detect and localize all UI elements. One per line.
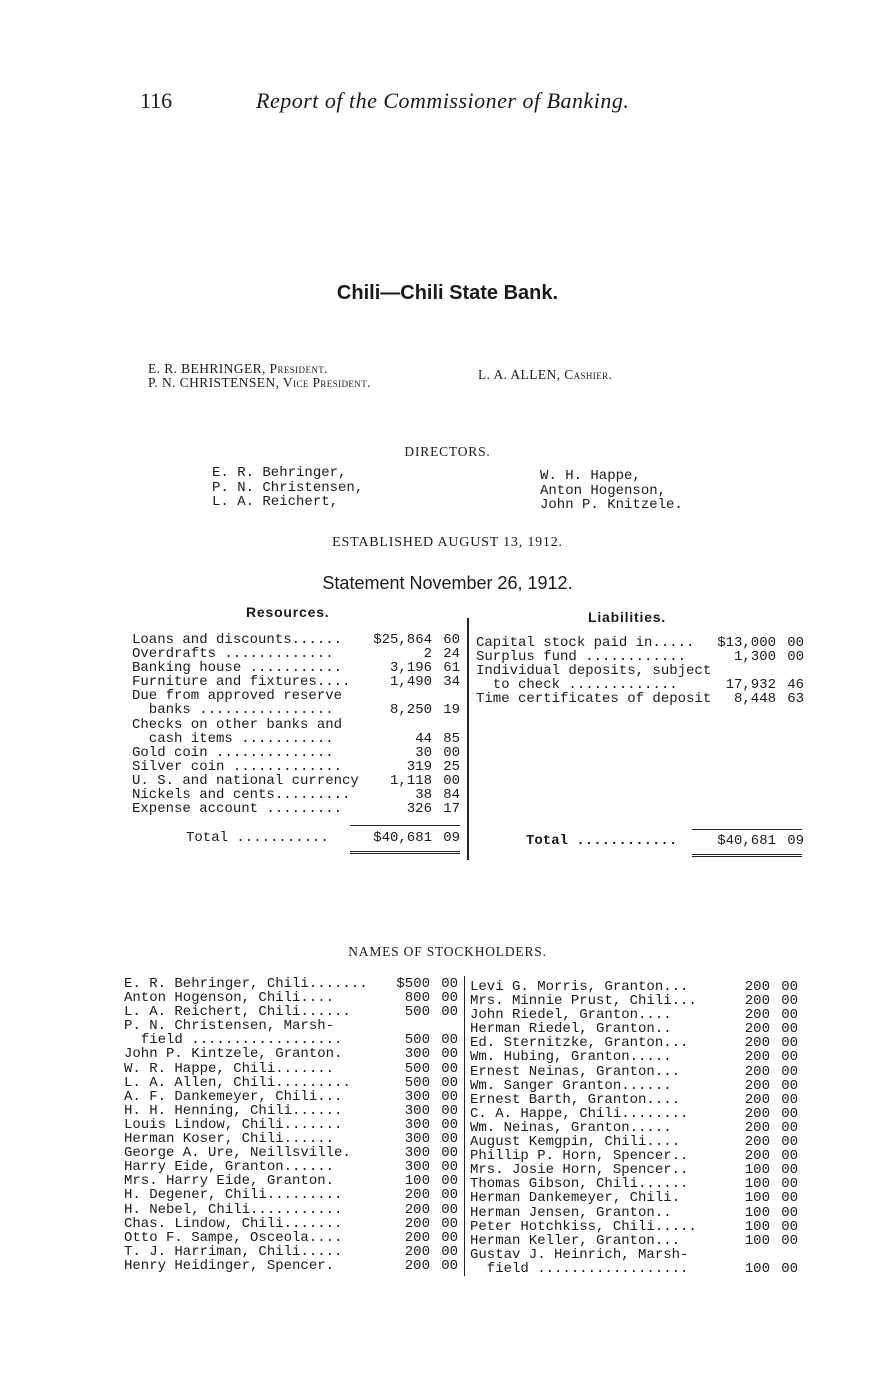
- stockholder-dollars: 100: [744, 1190, 770, 1207]
- stockholder-dollars: 200: [744, 1134, 770, 1151]
- stockholder-row: [470, 1248, 800, 1262]
- stockholder-row: [470, 1093, 800, 1107]
- total-dollars: $40,681: [373, 830, 432, 846]
- stockholder-name: W. R. Happe, Chili.......: [124, 1060, 335, 1077]
- stockholder-dollars: 100: [744, 1162, 770, 1179]
- stockholder-row: [470, 1163, 800, 1177]
- stockholder-dollars: 200: [744, 1007, 770, 1024]
- stockholder-row: [124, 1217, 460, 1231]
- stockholder-row: [124, 1245, 460, 1259]
- stockholder-cents: 00: [441, 1088, 458, 1105]
- ledger-row: [476, 664, 806, 678]
- ledger-label: Due from approved reserve: [132, 688, 343, 705]
- stockholder-cents: 00: [781, 1035, 798, 1052]
- stockholder-cents: 00: [781, 1190, 798, 1207]
- stockholder-cents: 00: [781, 1049, 798, 1066]
- stockholder-cents: 00: [441, 1131, 458, 1148]
- ledger-row: [132, 675, 462, 689]
- directors-right: [540, 469, 683, 513]
- stockholder-dollars: 100: [744, 1176, 770, 1193]
- total-cents: 09: [787, 833, 804, 849]
- ledger-label: U. S. and national currency: [132, 772, 359, 789]
- stockholder-cents: 00: [781, 1162, 798, 1179]
- stockholder-row: [124, 1132, 460, 1146]
- stockholder-dollars: 200: [404, 1243, 430, 1260]
- officer-president: E. R. BEHRINGER, President.: [148, 361, 328, 376]
- ledger-cents: 85: [443, 730, 460, 747]
- stockholder-row: [470, 1191, 800, 1205]
- stockholder-name: C. A. Happe, Chili........: [470, 1105, 689, 1122]
- officer-vice-president: P. N. CHRISTENSEN, Vice President.: [148, 375, 371, 390]
- stockholder-name: L. A. Reichert, Chili......: [124, 1004, 351, 1021]
- ledger-row: [476, 636, 806, 650]
- stockholder-cents: 00: [441, 1201, 458, 1218]
- ledger-dollars: 8,250: [389, 702, 432, 719]
- stockholder-dollars: 100: [744, 1204, 770, 1221]
- stockholder-dollars: 200: [744, 1119, 770, 1136]
- ledger-dollars: $25,864: [373, 632, 432, 648]
- stockholder-cents: 00: [781, 1148, 798, 1165]
- stockholder-dollars: 200: [744, 1105, 770, 1122]
- stockholder-name: Harry Eide, Granton......: [124, 1159, 335, 1176]
- stockholder-row: [124, 977, 460, 991]
- stockholder-row: [470, 980, 800, 994]
- ledger-dollars: 30: [415, 744, 432, 761]
- director: Anton Hogenson,: [540, 482, 667, 499]
- liabilities-table: [476, 636, 806, 706]
- stockholder-row: [124, 1090, 460, 1104]
- stockholder-dollars: 200: [744, 993, 770, 1010]
- stockholder-name: Herman Keller, Granton...: [470, 1232, 681, 1249]
- stockholder-dollars: 200: [744, 1063, 770, 1080]
- stockholder-cents: 00: [441, 1243, 458, 1260]
- stockholder-cents: 00: [781, 1260, 798, 1277]
- resources-heading: Resources.: [246, 604, 330, 620]
- stockholder-row: [124, 1076, 460, 1090]
- stockholder-cents: 00: [441, 1102, 458, 1119]
- stockholder-row: [124, 1033, 460, 1047]
- ledger-cents: 00: [787, 649, 804, 666]
- total-label: Total ...........: [186, 830, 329, 846]
- ledger-dollars: 3,196: [389, 660, 432, 677]
- stockholder-row: [470, 1050, 800, 1064]
- ledger-cents: 63: [787, 691, 804, 708]
- stockholder-row: [124, 1104, 460, 1118]
- stockholder-name: H. Degener, Chili.........: [124, 1187, 343, 1204]
- ledger-label: Silver coin .............: [132, 758, 343, 775]
- ledger-dollars: 38: [415, 787, 432, 804]
- ledger-cents: 46: [787, 677, 804, 694]
- ledger-row: [132, 661, 462, 675]
- stockholder-name: Peter Hotchkiss, Chili.....: [470, 1218, 697, 1235]
- stockholder-row: [470, 1107, 800, 1121]
- stockholder-name: Wm. Sanger Granton......: [470, 1077, 672, 1094]
- ledger-dollars: 44: [415, 730, 432, 747]
- ledger-cents: 19: [443, 702, 460, 719]
- bank-title: Chili—Chili State Bank.: [336, 282, 559, 304]
- directors-left: [212, 466, 363, 510]
- stockholder-name: Herman Riedel, Granton..: [470, 1021, 672, 1038]
- stockholder-dollars: 200: [744, 979, 770, 995]
- total-double-rule: [350, 851, 460, 854]
- stockholder-row: [470, 1177, 800, 1191]
- ledger-dollars: 326: [406, 801, 432, 818]
- ledger-label: Checks on other banks and: [132, 716, 343, 733]
- stockholder-cents: 00: [441, 1074, 458, 1091]
- stockholder-row: [124, 1259, 460, 1273]
- stockholder-dollars: 200: [744, 1077, 770, 1094]
- stockholder-name: Herman Jensen, Granton..: [470, 1204, 672, 1221]
- stockholder-name: Wm. Hubing, Granton.....: [470, 1049, 672, 1066]
- stockholder-dollars: 300: [404, 1131, 430, 1148]
- stockholder-cents: 00: [441, 1159, 458, 1176]
- stockholder-dollars: 300: [404, 1088, 430, 1105]
- ledger-label: cash items ...........: [132, 730, 334, 747]
- ledger-label: to check .............: [476, 677, 678, 694]
- stockholder-row: [470, 1022, 800, 1036]
- stockholder-name: Chas. Lindow, Chili.......: [124, 1215, 343, 1232]
- stockholder-name: L. A. Allen, Chili.........: [124, 1074, 351, 1091]
- stockholder-dollars: 300: [404, 1046, 430, 1063]
- stockholder-dollars: 200: [404, 1187, 430, 1204]
- stockholder-dollars: 200: [404, 1229, 430, 1246]
- liabilities-total-row: [526, 834, 806, 848]
- director: John P. Knitzele.: [540, 497, 683, 513]
- stockholder-row: [470, 1079, 800, 1093]
- officers-left: [148, 362, 371, 390]
- ledger-row: [476, 650, 806, 664]
- stockholders-heading: NAMES OF STOCKHOLDERS.: [348, 944, 547, 959]
- ledger-label: Time certificates of deposit: [476, 691, 712, 708]
- stockholder-name: Ed. Sternitzke, Granton...: [470, 1035, 689, 1052]
- stockholder-row: [470, 1220, 800, 1234]
- ledger-dollars: 8,448: [733, 691, 776, 708]
- ledger-cents: 00: [787, 635, 804, 651]
- ledger-dollars: 1,118: [389, 772, 432, 789]
- stockholder-dollars: 100: [744, 1260, 770, 1277]
- ledger-cents: 17: [443, 801, 460, 818]
- ledger-cents: 61: [443, 660, 460, 677]
- stockholder-dollars: 100: [744, 1232, 770, 1249]
- ledger-cents: 34: [443, 674, 460, 691]
- stockholder-dollars: 200: [404, 1257, 430, 1274]
- stockholder-dollars: 200: [744, 1049, 770, 1066]
- resources-table: [132, 633, 462, 816]
- director: P. N. Christensen,: [212, 479, 364, 496]
- stockholder-row: [470, 1008, 800, 1022]
- stockholder-dollars: 200: [744, 1148, 770, 1165]
- stockholder-row: [124, 1231, 460, 1245]
- stockholder-name: Gustav J. Heinrich, Marsh-: [470, 1246, 689, 1263]
- stockholder-cents: 00: [781, 1218, 798, 1235]
- stockholder-cents: 00: [441, 1173, 458, 1190]
- page-number: 116: [140, 88, 173, 113]
- stockholder-row: [124, 1047, 460, 1061]
- stockholder-row: [124, 1005, 460, 1019]
- stockholder-dollars: 500: [404, 1074, 430, 1091]
- stockholder-cents: 00: [441, 1187, 458, 1204]
- stockholder-name: John Riedel, Granton....: [470, 1007, 672, 1024]
- stockholders-left: [124, 977, 460, 1273]
- stockholder-name: Wm. Neinas, Granton.....: [470, 1119, 672, 1136]
- total-rule: [692, 829, 802, 830]
- ledger-row: [476, 692, 806, 706]
- stockholder-row: [470, 1149, 800, 1163]
- total-cents: 09: [443, 830, 460, 846]
- ledger-row: [132, 647, 462, 661]
- stockholder-name: George A. Ure, Neillsville.: [124, 1145, 351, 1162]
- ledger-dollars: 2: [423, 646, 432, 663]
- stockholder-row: [124, 1019, 460, 1033]
- directors-heading: DIRECTORS.: [404, 444, 491, 459]
- stockholder-row: [470, 1206, 800, 1220]
- stockholder-row: [124, 991, 460, 1005]
- stockholder-cents: 00: [781, 1176, 798, 1193]
- ledger-dollars: 17,932: [725, 677, 776, 694]
- stockholder-dollars: 100: [744, 1218, 770, 1235]
- ledger-label: Overdrafts .............: [132, 646, 334, 663]
- stockholder-cents: 00: [781, 979, 798, 995]
- ledger-cents: 00: [443, 744, 460, 761]
- director: L. A. Reichert,: [212, 494, 339, 510]
- stockholder-dollars: 500: [404, 1032, 430, 1049]
- stockholder-dollars: 300: [404, 1145, 430, 1162]
- stockholder-name: Herman Dankemeyer, Chili.: [470, 1190, 681, 1207]
- stockholder-dollars: $500: [396, 976, 430, 992]
- stockholder-cents: 00: [781, 1077, 798, 1094]
- statement-title: Statement November 26, 1912.: [322, 573, 573, 593]
- stockholder-dollars: 200: [744, 1091, 770, 1108]
- ledger-cents: 25: [443, 758, 460, 775]
- stockholder-dollars: 300: [404, 1102, 430, 1119]
- established-date: ESTABLISHED AUGUST 13, 1912.: [332, 535, 563, 550]
- ledger-cents: 60: [443, 632, 460, 648]
- stockholder-name: Mrs. Minnie Prust, Chili...: [470, 993, 697, 1010]
- stockholder-row: [124, 1188, 460, 1202]
- stockholder-row: [124, 1174, 460, 1188]
- ledger-label: Loans and discounts......: [132, 632, 343, 648]
- ledger-row: [132, 718, 462, 732]
- stockholder-cents: 00: [781, 1105, 798, 1122]
- ledger-row: [132, 633, 462, 647]
- director: W. H. Happe,: [540, 468, 641, 484]
- total-double-rule: [692, 854, 802, 857]
- stockholder-row: [124, 1118, 460, 1132]
- ledger-dollars: 1,490: [389, 674, 432, 691]
- stockholder-cents: 00: [441, 1116, 458, 1133]
- ledger-dollars: 319: [406, 758, 432, 775]
- stockholder-dollars: 500: [404, 1004, 430, 1021]
- column-divider: [467, 618, 469, 860]
- total-dollars: $40,681: [717, 833, 776, 849]
- ledger-label: Banking house ...........: [132, 660, 343, 677]
- stockholder-cents: 00: [781, 1091, 798, 1108]
- ledger-row: [132, 760, 462, 774]
- ledger-row: [132, 831, 462, 845]
- stockholder-row: [470, 1135, 800, 1149]
- stockholder-row: [470, 1121, 800, 1135]
- ledger-dollars: 1,300: [733, 649, 776, 666]
- ledger-row: [132, 689, 462, 703]
- stockholder-name: H. H. Henning, Chili......: [124, 1102, 343, 1119]
- stockholder-name: A. F. Dankemeyer, Chili...: [124, 1088, 343, 1105]
- stockholder-name: Mrs. Harry Eide, Granton.: [124, 1173, 335, 1190]
- total-rule: [350, 825, 460, 826]
- ledger-row: [526, 834, 806, 848]
- director: E. R. Behringer,: [212, 465, 347, 481]
- stockholder-name: T. J. Harriman, Chili.....: [124, 1243, 343, 1260]
- stockholder-cents: 00: [781, 1119, 798, 1136]
- resources-total-row: [132, 831, 462, 845]
- stockholder-cents: 00: [441, 1004, 458, 1021]
- stockholder-cents: 00: [441, 1257, 458, 1274]
- stockholder-name: Phillip P. Horn, Spencer..: [470, 1148, 689, 1165]
- stockholder-cents: 00: [441, 1046, 458, 1063]
- stockholder-name: Louis Lindow, Chili.......: [124, 1116, 343, 1133]
- ledger-row: [476, 678, 806, 692]
- stockholder-dollars: 100: [404, 1173, 430, 1190]
- ledger-label: Nickels and cents.........: [132, 787, 351, 804]
- ledger-cents: 00: [443, 772, 460, 789]
- stockholder-name: Ernest Barth, Granton....: [470, 1091, 681, 1108]
- stockholder-name: Mrs. Josie Horn, Spencer..: [470, 1162, 689, 1179]
- stockholder-name: Otto F. Sampe, Osceola....: [124, 1229, 343, 1246]
- stockholder-cents: 00: [781, 1063, 798, 1080]
- ledger-row: [132, 703, 462, 717]
- total-label: Total ............: [526, 833, 678, 849]
- stockholder-cents: 00: [781, 993, 798, 1010]
- stockholder-name: Levi G. Morris, Granton...: [470, 979, 689, 995]
- stockholder-cents: 00: [441, 990, 458, 1007]
- liabilities-heading: Liabilities.: [588, 609, 667, 625]
- stockholder-row: [470, 1036, 800, 1050]
- stockholder-name: H. Nebel, Chili...........: [124, 1201, 343, 1218]
- ledger-dollars: $13,000: [717, 635, 776, 651]
- ledger-label: Individual deposits, subject: [476, 663, 712, 680]
- officer-cashier: L. A. ALLEN, Cashier.: [478, 367, 613, 382]
- stockholder-dollars: 500: [404, 1060, 430, 1077]
- stockholder-row: [124, 1160, 460, 1174]
- ledger-label: Surplus fund ............: [476, 649, 687, 666]
- ledger-row: [132, 774, 462, 788]
- ledger-row: [132, 732, 462, 746]
- ledger-label: Expense account .........: [132, 801, 343, 818]
- stockholder-cents: 00: [781, 1232, 798, 1249]
- stockholder-cents: 00: [441, 1060, 458, 1077]
- running-title: Report of the Commissioner of Banking.: [256, 88, 630, 113]
- stockholder-dollars: 300: [404, 1159, 430, 1176]
- stockholder-dollars: 800: [404, 990, 430, 1007]
- stockholder-row: [124, 1146, 460, 1160]
- ledger-row: [132, 788, 462, 802]
- stockholder-name: Herman Koser, Chili......: [124, 1131, 335, 1148]
- stockholder-cents: 00: [781, 1134, 798, 1151]
- stockholder-dollars: 200: [404, 1215, 430, 1232]
- ledger-cents: 84: [443, 787, 460, 804]
- stockholder-name: field ..................: [124, 1032, 343, 1049]
- stockholder-name: E. R. Behringer, Chili.......: [124, 976, 368, 992]
- stockholder-row: [124, 1203, 460, 1217]
- stockholder-row: [470, 1234, 800, 1248]
- stockholder-name: John P. Kintzele, Granton.: [124, 1046, 343, 1063]
- stockholder-name: Anton Hogenson, Chili....: [124, 990, 335, 1007]
- ledger-label: banks ................: [132, 702, 334, 719]
- stockholder-row: [470, 1065, 800, 1079]
- stockholder-row: [470, 994, 800, 1008]
- stockholder-dollars: 200: [744, 1021, 770, 1038]
- stockholder-name: P. N. Christensen, Marsh-: [124, 1018, 335, 1035]
- stockholder-name: field ..................: [470, 1260, 689, 1277]
- stockholder-dollars: 200: [744, 1035, 770, 1052]
- stockholder-name: Henry Heidinger, Spencer.: [124, 1257, 335, 1274]
- ledger-label: Capital stock paid in.....: [476, 635, 695, 651]
- stockholder-row: [124, 1062, 460, 1076]
- stockholder-row: [470, 1262, 800, 1276]
- stockholder-cents: 00: [441, 1229, 458, 1246]
- ledger-row: [132, 746, 462, 760]
- stockholder-dollars: 300: [404, 1116, 430, 1133]
- stockholder-cents: 00: [781, 1007, 798, 1024]
- stockholder-name: Thomas Gibson, Chili......: [470, 1176, 689, 1193]
- stockholder-name: Ernest Neinas, Granton...: [470, 1063, 681, 1080]
- ledger-cents: 24: [443, 646, 460, 663]
- stockholder-cents: 00: [781, 1021, 798, 1038]
- ledger-label: Gold coin ..............: [132, 744, 334, 761]
- stockholder-cents: 00: [441, 1032, 458, 1049]
- stockholders-right: [470, 980, 800, 1276]
- ledger-row: [132, 802, 462, 816]
- stockholder-cents: 00: [441, 976, 458, 992]
- stockholder-cents: 00: [781, 1204, 798, 1221]
- stockholder-dollars: 200: [404, 1201, 430, 1218]
- ledger-label: Furniture and fixtures....: [132, 674, 351, 691]
- stockholder-name: August Kemgpin, Chili....: [470, 1134, 681, 1151]
- stockholder-cents: 00: [441, 1215, 458, 1232]
- stockholder-cents: 00: [441, 1145, 458, 1162]
- stockholders-divider: [464, 976, 465, 1276]
